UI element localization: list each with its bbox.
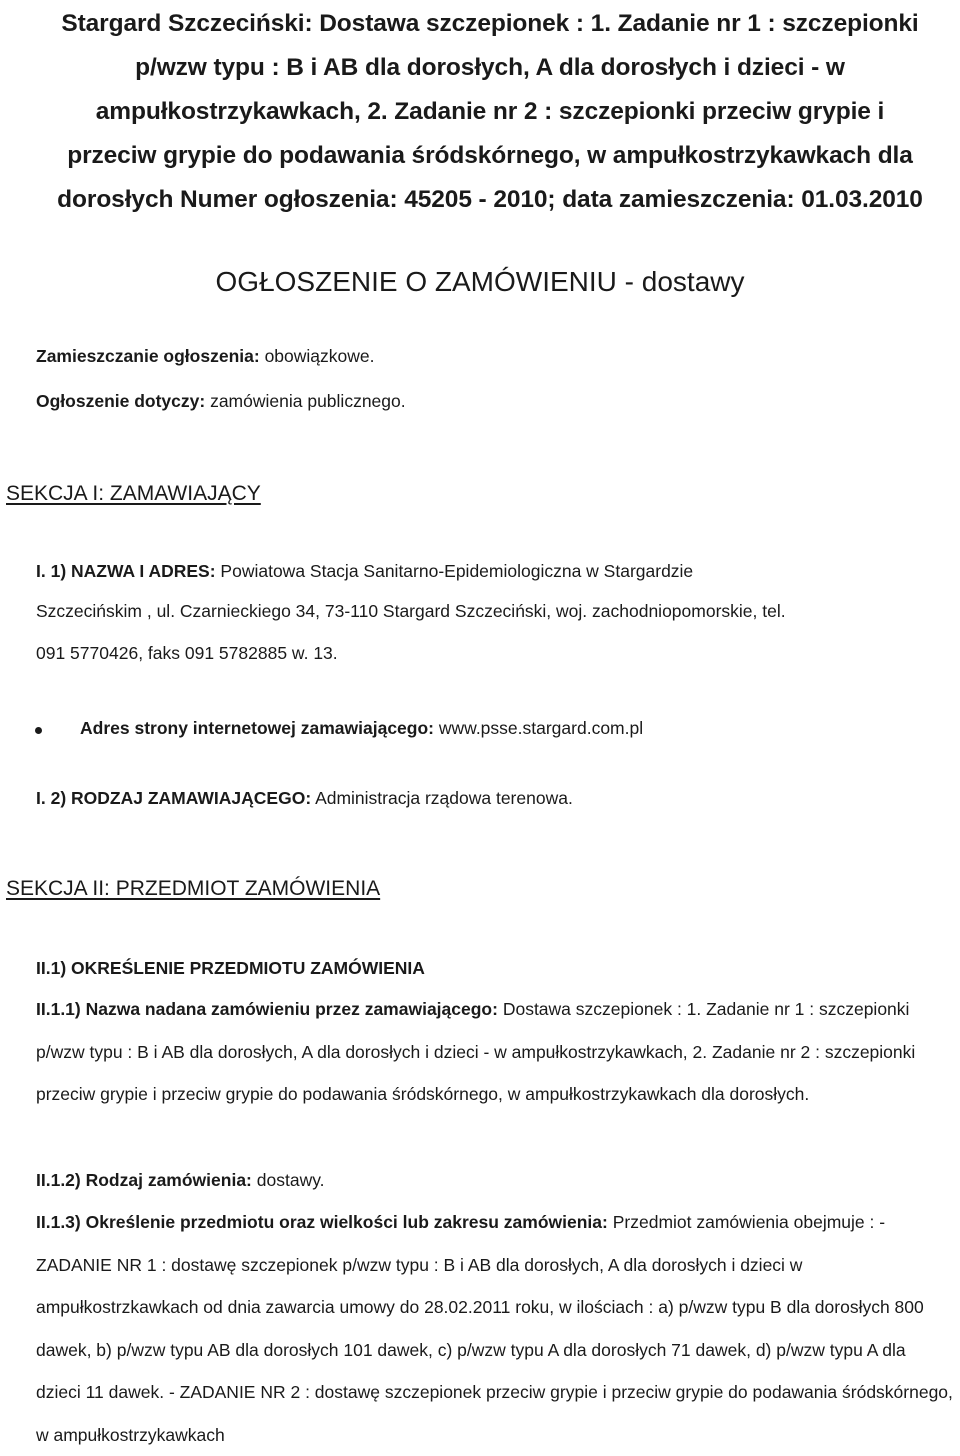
contracting-authority-name-value: Powiatowa Stacja Sanitarno-Epidemiologiczna w Stargardzie — [220, 561, 694, 581]
order-kind-label: II.1.2) Rodzaj zamówienia: — [36, 1170, 252, 1190]
order-scope-value: Przedmiot zamówienia obejmuje : - ZADANIE NR 1 : dostawę szczepionek p/wzw typu : B i AB dla dorosłych, A dla dorosłych i dzieci w ampułkostrzkawkach od dnia zawarcia umowy do 28.02.2011 roku, w ilościach : a) p/wzw typu B dla dorosłych 800 dawek, b) p/wzw typu AB dla dorosłych 101 dawek, c) p/wzw typu A dla dorosłych 71 dawek, d) p/wzw typu A dla dzieci 11 dawek. - ZADANIE NR 2 : dostawę szczepionek przeciw grypie i przeciw grypie do podawania śródskórnego, w ampułkostrzykawkach — [36, 1212, 953, 1445]
publication-mode — [36, 346, 374, 367]
section-2-heading: SEKCJA II: PRZEDMIOT ZAMÓWIENIA — [6, 877, 381, 900]
order-kind-value: dostawy. — [256, 1170, 325, 1190]
notice-concerns — [36, 391, 406, 412]
contracting-authority-type-label: I. 2) RODZAJ ZAMAWIAJĄCEGO: — [36, 788, 312, 808]
contracting-authority-address: Szczecińskim , ul. Czarnieckiego 34, 73-110 Stargard Szczeciński, woj. zachodniopomorskie, tel. — [36, 601, 786, 621]
contracting-authority-type-value: Administracja rządowa terenowa. — [315, 788, 573, 808]
order-scope — [36, 1201, 954, 1456]
order-scope-label: II.1.3) Określenie przedmiotu oraz wielkości lub zakresu zamówienia: — [36, 1212, 608, 1232]
website-link[interactable]: www.psse.stargard.com.pl — [438, 718, 644, 738]
notice-subtitle: OGŁOSZENIE O ZAMÓWIENIU - dostawy — [215, 266, 745, 297]
notice-concerns-label: Ogłoszenie dotyczy: — [36, 391, 206, 411]
order-name-value: Dostawa szczepionek : 1. Zadanie nr 1 : szczepionki p/wzw typu : B i AB dla dorosłych, A dla dorosłych i dzieci - w ampułkostrzykawkach, 2. Zadanie nr 2 : szczepionki przeciw grypie i przeciw grypie do podawania śródskórnego, w ampułkostrzykawkach dla dorosłych. — [36, 999, 916, 1104]
order-name — [36, 988, 954, 1116]
notice-concerns-value: zamówienia publicznego. — [210, 391, 406, 411]
contracting-authority-name — [36, 561, 693, 582]
order-name-label: II.1.1) Nazwa nadana zamówieniu przez zamawiającego: — [36, 999, 498, 1019]
notice-title: Stargard Szczeciński: Dostawa szczepionek : 1. Zadanie nr 1 : szczepionki p/wzw typu : B i AB dla dorosłych, A dla dorosłych i dzieci - w ampułkostrzykawkach, 2. Zadanie nr 2 : szczepionki przeciw grypie i przeciw grypie do podawania śródskórnego, w ampułkostrzykawkach dla dorosłych Numer ogłoszenia: 45205 - 2010; data zamieszczenia: 01.03.2010 — [57, 10, 923, 213]
contracting-authority-type — [36, 788, 573, 809]
publication-mode-label: Zamieszczanie ogłoszenia: — [36, 346, 260, 366]
contracting-authority-phone: 091 5770426, faks 091 5782885 w. 13. — [36, 643, 338, 663]
contracting-authority-name-label: I. 1) NAZWA I ADRES: — [36, 561, 216, 581]
subject-definition-heading: II.1) OKREŚLENIE PRZEDMIOTU ZAMÓWIENIA — [36, 958, 425, 978]
bullet-icon — [35, 727, 42, 734]
order-kind — [36, 1170, 325, 1191]
website-item — [80, 718, 643, 739]
publication-mode-value: obowiązkowe. — [264, 346, 375, 366]
section-1-heading: SEKCJA I: ZAMAWIAJĄCY — [6, 482, 261, 505]
website-label: Adres strony internetowej zamawiającego: — [80, 718, 434, 738]
